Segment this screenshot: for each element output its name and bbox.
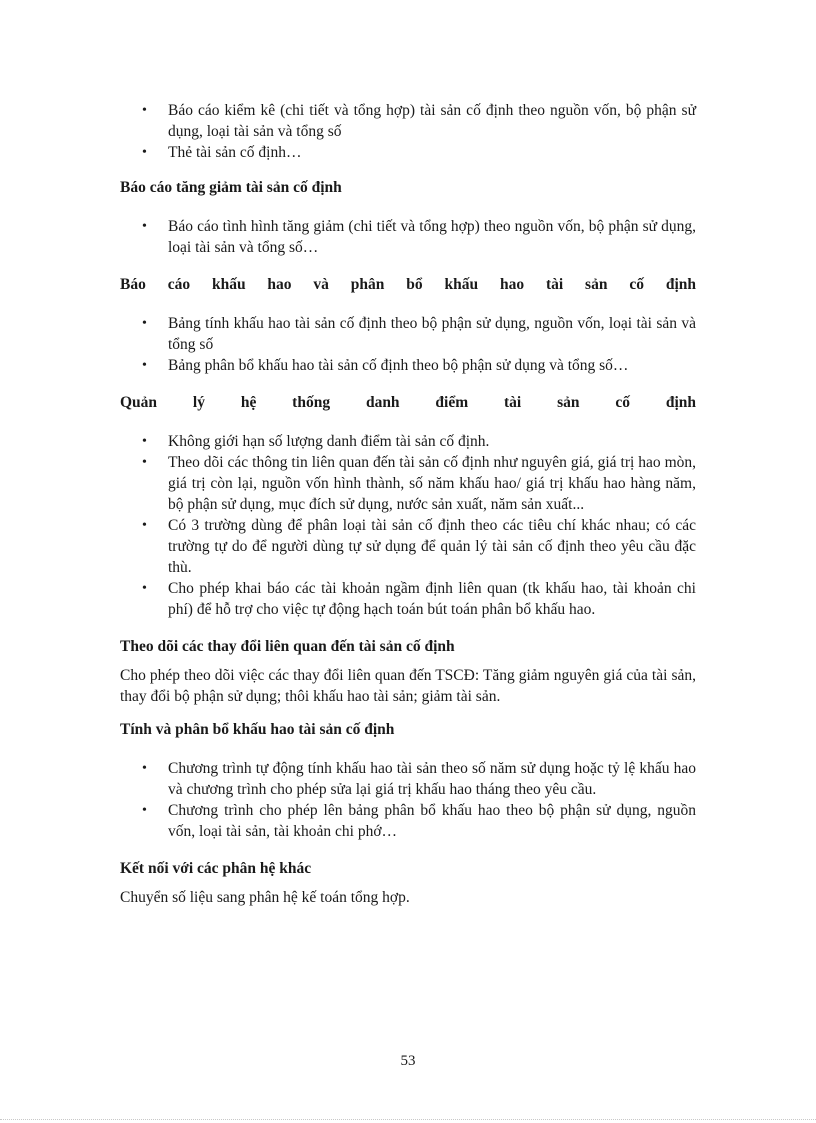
list-item: • Theo dõi các thông tin liên quan đến tài sản cố định như nguyên giá, giá trị hao mòn, giá trị còn lại, nguồn vốn hình thành, số năm khấu hao/ giá trị khấu hao hàng năm, bộ phận sử dụng, mục đích sử dụng, nước sản xuất, năm sản xuất... (120, 452, 696, 515)
page-footer-rule (0, 1119, 816, 1120)
section-heading-increase-decrease: Báo cáo tăng giảm tài sản cố định (120, 179, 342, 196)
depreciation-report-list (120, 313, 696, 376)
list-item: • Chương trình tự động tính khấu hao tài sản theo số năm sử dụng hoặc tỷ lệ khấu hao và chương trình cho phép sửa lại giá trị khấu hao tháng theo yêu cầu. (120, 758, 696, 800)
page-content (120, 100, 696, 908)
section-heading-catalog: Quản lý hệ thống danh điểm tài sản cố định (120, 394, 696, 411)
list-item: • Chương trình cho phép lên bảng phân bổ khấu hao theo bộ phận sử dụng, nguồn vốn, loại tài sản, tài khoản chi phớ… (120, 800, 696, 842)
catalog-list (120, 431, 696, 620)
list-item: • Báo cáo tình hình tăng giảm (chi tiết và tổng hợp) theo nguồn vốn, bộ phận sử dụng, loại tài sản và tổng số… (120, 216, 696, 258)
page-number: 53 (400, 1053, 416, 1069)
list-item: • Bảng phân bổ khấu hao tài sản cố định theo bộ phận sử dụng và tổng số… (120, 355, 696, 376)
list-item: • Thẻ tài sản cố định… (120, 142, 696, 163)
increase-decrease-list (120, 216, 696, 258)
inventory-report-list (120, 100, 696, 163)
list-item: • Bảng tính khấu hao tài sản cố định theo bộ phận sử dụng, nguồn vốn, loại tài sản và tổng số (120, 313, 696, 355)
section-heading-connect: Kết nối với các phân hệ khác (120, 860, 312, 877)
list-item: • Có 3 trường dùng để phân loại tài sản cố định theo các tiêu chí khác nhau; có các trường tự do để người dùng tự sử dụng để quản lý tài sản cố định theo yêu cầu đặc thù. (120, 515, 696, 578)
calc-list (120, 758, 696, 842)
connect-paragraph: Chuyển số liệu sang phân hệ kế toán tổng hợp. (120, 889, 410, 906)
list-item: • Không giới hạn số lượng danh điểm tài sản cố định. (120, 431, 696, 452)
section-heading-calc: Tính và phân bổ khấu hao tài sản cố định (120, 721, 395, 738)
list-item: • Báo cáo kiểm kê (chi tiết và tổng hợp) tài sản cố định theo nguồn vốn, bộ phận sử dụng, loại tài sản và tổng số (120, 100, 696, 142)
section-heading-changes: Theo dõi các thay đổi liên quan đến tài sản cố định (120, 638, 455, 655)
list-item: • Cho phép khai báo các tài khoản ngầm định liên quan (tk khấu hao, tài khoản chi phí) để hỗ trợ cho việc tự động hạch toán bút toán phân bổ khấu hao. (120, 578, 696, 620)
changes-paragraph: Cho phép theo dõi việc các thay đổi liên quan đến TSCĐ: Tăng giảm nguyên giá của tài sản, thay đổi bộ phận sử dụng; thôi khấu hao tài sản; giảm tài sản. (120, 667, 696, 705)
section-heading-depreciation-report: Báo cáo khấu hao và phân bổ khấu hao tài sản cố định (120, 276, 696, 293)
